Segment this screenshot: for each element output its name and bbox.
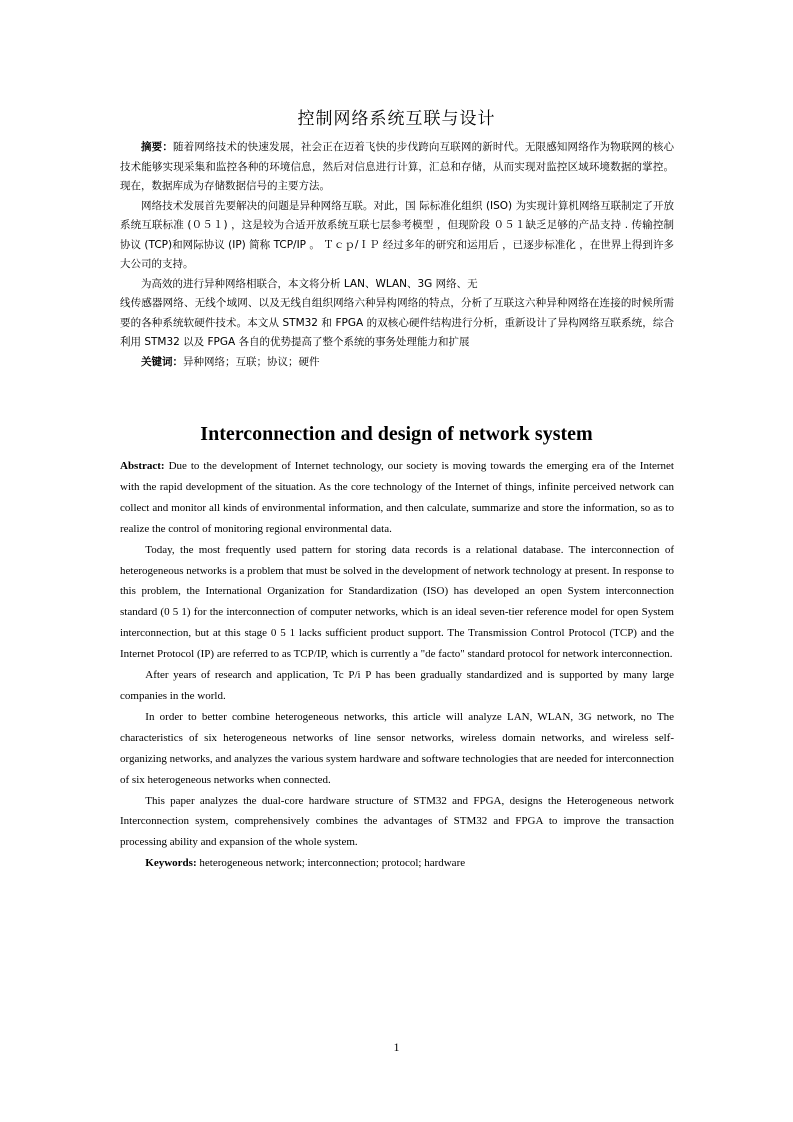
- page-number: 1: [393, 1040, 400, 1054]
- chinese-keywords-label: 关键词：: [141, 355, 183, 368]
- chinese-abstract-paragraph: [120, 138, 674, 197]
- chinese-paragraph-3-rest: 线传感器网络、无线个域网、以及无线自组织网络六种异构网络的特点，分析了互联这六种异种网络在连接的时候所需要的各种系统软硬件技术。本文从 STM32 和 FPGA 的双核心硬件结构进行分析，重新设计了异构网络互联系统，综合利用 STM32 以及 FPGA 各自的优势提高了整个系统的事务处理能力和扩展: [120, 297, 674, 348]
- chinese-keywords: [120, 353, 674, 373]
- chinese-keywords-text: 异种网络；互联；协议；硬件: [183, 355, 320, 368]
- english-paragraph-4: In order to better combine heterogeneous networks, this article will analyze LAN, WLAN, 3G network, no The characteristics of six heterogeneous networks of line sensor networks, wireless domain networks, and wireless self-organizing networks, and analyzes the various system hardware and software technologies that are needed for interconnection of six heterogeneous networks when connected.: [120, 710, 674, 786]
- chinese-abstract-text: 随着网络技术的快速发展，社会正在迈着飞快的步伐跨向互联网的新时代。无限感知网络作为物联网的核心技术能够实现采集和监控各种的环境信息，然后对信息进行计算，汇总和存储，从而实现对监控区域环境数据的掌控。现在，数据库成为存储数据信号的主要方法。: [120, 141, 675, 192]
- chinese-abstract-section: [120, 138, 674, 372]
- english-paragraph-3: After years of research and application, Tc P/i P has been gradually standardized and is supported by many large companies in the world.: [120, 669, 674, 702]
- english-paragraph-5: This paper analyzes the dual-core hardware structure of STM32 and FPGA, designs the Heterogeneous network Interconnection system, comprehensively combines the advantages of STM32 and FPGA to improve the transaction processing ability and expansion of the whole system.: [120, 794, 674, 849]
- english-abstract-paragraph: [120, 456, 674, 540]
- english-title: Interconnection and design of network system: [200, 423, 593, 445]
- english-abstract-text: Due to the development of Internet technology, our society is moving towards the emerging era of the Internet with the rapid development of the situation. As the core technology of the Internet of things, infinite perceived network can collect and monitor all kinds of environmental information, and then calculate, summarize and store the information, so as to realize the control of monitoring regional environmental data.: [120, 460, 674, 535]
- chinese-title: 控制网络系统互联与设计: [297, 109, 496, 129]
- chinese-paragraph-3-line1: 为高效的进行异种网络相联合，本文将分析 LAN、WLAN、3G 网络、无: [141, 277, 478, 290]
- english-keywords-label: Keywords:: [145, 857, 197, 870]
- english-keywords-text: heterogeneous network; interconnection; protocol; hardware: [196, 857, 466, 870]
- chinese-abstract-label: 摘要：: [141, 141, 173, 153]
- english-keywords: [120, 853, 674, 874]
- english-paragraph-2: Today, the most frequently used pattern for storing data records is a relational database. The interconnection of heterogeneous networks is a problem that must be solved in the development of network technology at present. In response to this problem, the International Organization for Standardization (ISO) has developed an open System interconnection standard (0 5 1) for the interconnection of computer networks, which is an ideal seven-tier reference model for open System interconnection, but at this stage 0 5 1 lacks sufficient product support. The Transmission Control Protocol (TCP) and the Internet Protocol (IP) are referred to as TCP/IP, which is currently a "de facto" standard protocol for network interconnection.: [120, 543, 674, 661]
- chinese-paragraph-2: 网络技术发展首先要解决的问题是异种网络互联。对此，国 际标准化组织 (ISO) 为实现计算机网络互联制定了开放系统互联标准 (０５１) ，这是较为合适开放系统互联七层参考模型 ，但现阶段 ０５１缺乏足够的产品支持 . 传输控制协议 (TCP)和网际协议 (IP) 简称 TCP/IP 。 Ｔｃｐ/ＩＰ 经过多年的研究和运用后 ，已逐步标准化 ，在世界上得到许多大公司的支持。: [120, 199, 674, 270]
- english-abstract-section: [120, 456, 674, 874]
- english-abstract-label: Abstract:: [120, 460, 165, 472]
